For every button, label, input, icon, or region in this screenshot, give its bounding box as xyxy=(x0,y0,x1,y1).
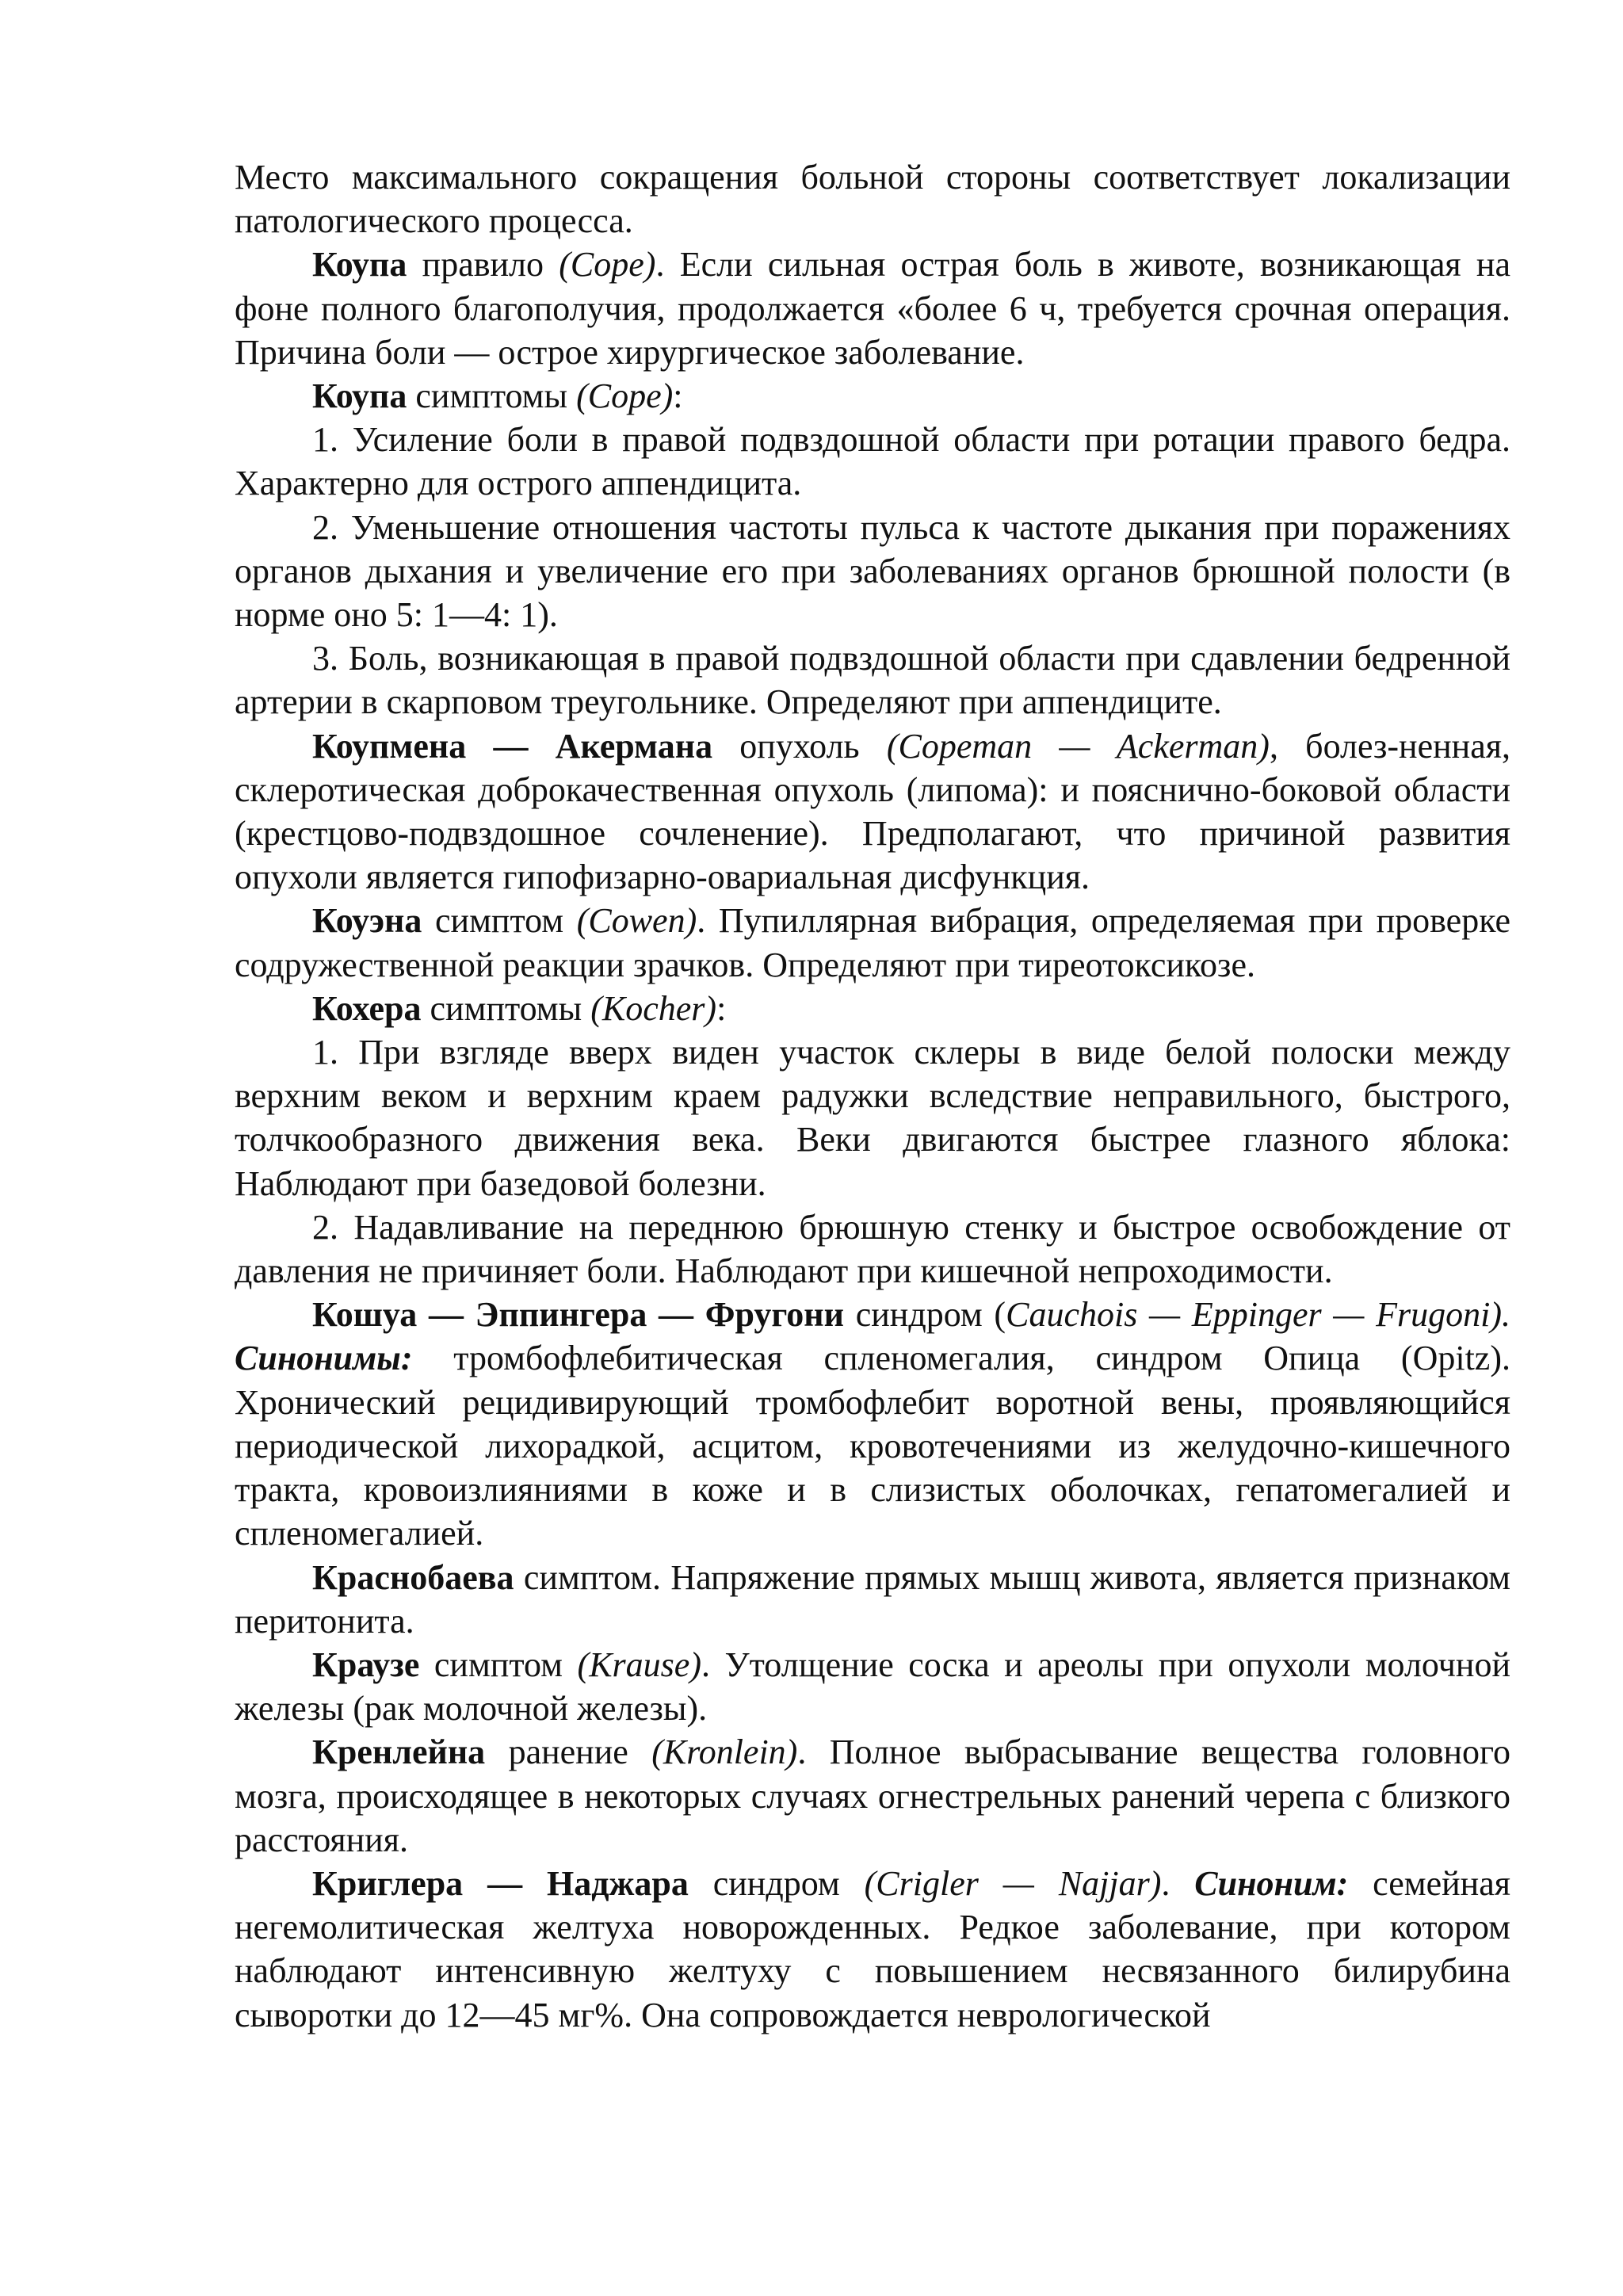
text-run: симптомы xyxy=(407,376,577,416)
term-name: Кошуа — Эппингера — Фругони xyxy=(312,1295,845,1335)
paragraph xyxy=(235,1205,1510,1293)
latin-name: (Kocher) xyxy=(590,988,717,1028)
paragraph xyxy=(235,899,1510,986)
text-run: ранение xyxy=(485,1733,652,1772)
term-name: Краснобаева xyxy=(312,1557,514,1597)
paragraph xyxy=(235,1293,1510,1555)
term-name: Коупмена — Акермана xyxy=(312,726,713,766)
text-run: 2. Уменьшение отношения частоты пульса к частоте дыкания при поражениях органов дыхания и увеличение его при заболеваниях органов брюшной полости (в норме оно 5: 1—4: 1). xyxy=(235,507,1510,635)
latin-name: (Copeman — Ackerman) xyxy=(886,726,1270,766)
text-run: тромбофлебитическая спленомегалия, синдром Опица (Opitz). Хронический рецидивирующий тромбофлебит воротной вены, проявляющийся периодической лихорадкой, асцитом, кровотечениями из желудочно-кишечного тракта, кровоизлияниями в коже и в слизистых оболочках, гепатомегалией и спленомегалией. xyxy=(235,1339,1510,1553)
paragraph xyxy=(235,418,1510,505)
text-run: : xyxy=(673,376,683,416)
term-name: Краузе xyxy=(312,1645,420,1684)
latin-name: (Cope) xyxy=(559,245,656,285)
text-run: симптомы xyxy=(421,988,591,1028)
term-name: Кренлейна xyxy=(312,1733,486,1772)
paragraph xyxy=(235,1556,1510,1643)
latin-name: (Krause) xyxy=(577,1645,701,1684)
text-run: . Полное выбрасывание вещества головного мозга, происходящее в некоторых случаях огнестрельных ранений черепа с близкого расстояния. xyxy=(235,1733,1510,1859)
text-run: симптом xyxy=(419,1645,578,1684)
latin-name: Cauchois — Eppinger — Frugoni). xyxy=(1006,1295,1511,1335)
paragraph xyxy=(235,374,1510,418)
synonym-label: Синоним: xyxy=(1194,1863,1349,1903)
paragraph xyxy=(235,987,1510,1030)
paragraph xyxy=(235,506,1510,637)
text-run: : xyxy=(716,988,727,1028)
text-run: синдром ( xyxy=(844,1295,1006,1335)
latin-name: (Cowen) xyxy=(576,901,697,941)
term-name: Кохера xyxy=(312,988,422,1028)
paragraph xyxy=(235,243,1510,374)
text-run: семейная негемолитическая желтуха новорожденных. Редкое заболевание, при котором наблюдают интенсивную желтуху с повышением несвязанного билирубина сыворотки до 12—45 мг%. Она сопровождается неврологической xyxy=(235,1863,1510,2034)
text-run: симптом. Напряжение прямых мышц живота, является признаком перитонита. xyxy=(235,1557,1510,1641)
paragraph xyxy=(235,1862,1510,2037)
text-run: синдром xyxy=(688,1863,865,1903)
text-run: 2. Надавливание на переднюю брюшную стенку и быстрое освобождение от давления не причиняет боли. Наблюдают при кишечной непроходимости. xyxy=(235,1207,1510,1291)
synonym-label: Синонимы: xyxy=(235,1339,413,1378)
text-run: . Пупиллярная вибрация, определяемая при проверке содружественной реакции зрачков. Определяют при тиреотоксикозе. xyxy=(235,901,1510,984)
text-run: 3. Боль, возникающая в правой подвздошной области при сдавлении бедренной артерии в скарповом треугольнике. Определяют при аппендиците. xyxy=(235,639,1510,722)
paragraph xyxy=(235,724,1510,900)
latin-name: (Crigler — Najjar) xyxy=(864,1863,1162,1903)
paragraph xyxy=(235,1030,1510,1205)
paragraph xyxy=(235,1643,1510,1730)
term-name: Коупа xyxy=(312,245,407,285)
term-name: Коуэна xyxy=(312,901,422,941)
text-run: . Если сильная острая боль в животе, возникающая на фоне полного благополучия, продолжается «более 6 ч, требуется срочная операция. Причина боли — острое хирургическое заболевание. xyxy=(235,245,1510,372)
text-run: 1. При взгляде вверх виден участок склеры в виде белой полоски между верхним веком и верхним краем радужки вследствие неправильного, быстрого, толчкообразного движения века. Веки двигаются быстрее глазного яблока: Наблюдают при базедовой болезни. xyxy=(235,1033,1510,1203)
document-body xyxy=(235,155,1510,2037)
latin-name: (Cope) xyxy=(576,376,674,416)
text-run: Место максимального сокращения больной стороны соответствует локализации патологического процесса. xyxy=(235,158,1510,241)
text-run: , болез-ненная, склеротическая доброкачественная опухоль (липома): и пояснично-боковой области (крестцово-подвздошное сочленение). Предполагают, что причиной развития опухоли является гипофизарно-овариальная дисфункция. xyxy=(235,726,1510,897)
text-run: опухоль xyxy=(712,726,887,766)
text-run: правило xyxy=(407,245,559,285)
text-run: . Утолщение соска и ареолы при опухоли молочной железы (рак молочной железы). xyxy=(235,1645,1511,1729)
paragraph xyxy=(235,155,1510,243)
term-name: Коупа xyxy=(312,376,407,416)
text-run: . xyxy=(1161,1863,1195,1903)
text-run: 1. Усиление боли в правой подвздошной области при ротации правого бедра. Характерно для острого аппендицита. xyxy=(235,420,1510,503)
latin-name: (Kronlein) xyxy=(651,1733,798,1772)
paragraph xyxy=(235,636,1510,724)
text-run: симптом xyxy=(422,901,577,941)
paragraph xyxy=(235,1730,1510,1862)
term-name: Криглера — Наджара xyxy=(312,1863,689,1903)
